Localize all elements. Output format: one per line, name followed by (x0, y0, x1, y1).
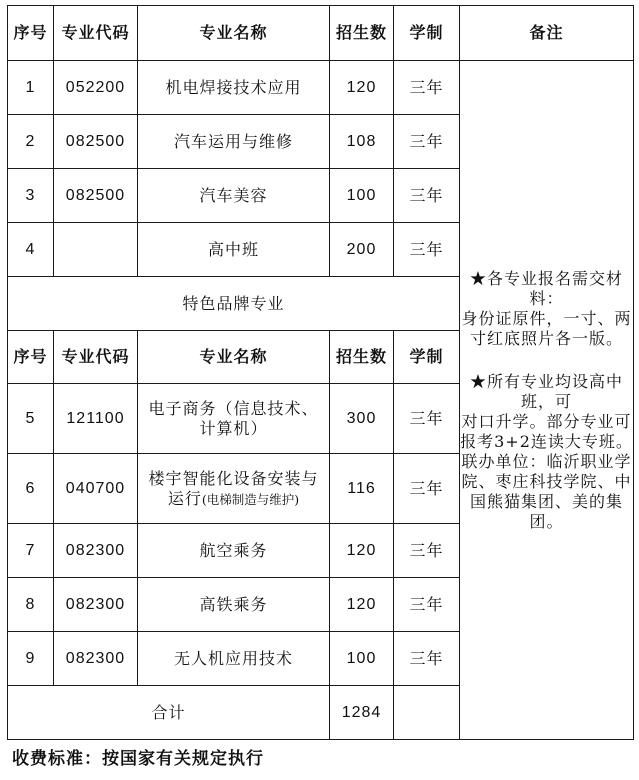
row-name: 汽车运用与维修 (138, 115, 330, 169)
header-years: 学制 (394, 331, 460, 384)
row-count: 120 (330, 578, 394, 632)
header-no: 序号 (8, 331, 54, 384)
header-code: 专业代码 (54, 6, 138, 61)
remark-advance-line2: 对口升学。部分专业可报考3+2连读大专班。联办单位：临沂职业学院、枣庄科技学院、中国熊猫集团、美的集团。 (460, 411, 633, 531)
header-name: 专业名称 (138, 331, 330, 384)
row-count: 108 (330, 115, 394, 169)
row-name-sub: (电梯制造与维护) (201, 491, 300, 507)
row-code: 040700 (54, 454, 138, 524)
row-name: 汽车美容 (138, 169, 330, 223)
row-code: 121100 (54, 384, 138, 454)
row-name: 高中班 (138, 223, 330, 277)
row-code (54, 223, 138, 277)
row-name: 航空乘务 (138, 524, 330, 578)
row-code: 082500 (54, 169, 138, 223)
row-years: 三年 (394, 169, 460, 223)
row-count: 100 (330, 632, 394, 686)
header-count: 招生数 (330, 6, 394, 61)
header-no: 序号 (8, 6, 54, 61)
row-years: 三年 (394, 223, 460, 277)
row-count: 200 (330, 223, 394, 277)
total-label: 合计 (8, 686, 330, 740)
row-code: 082300 (54, 578, 138, 632)
row-no: 3 (8, 169, 54, 223)
row-name: 机电焊接技术应用 (138, 61, 330, 115)
fee-standard-note: 收费标准：按国家有关规定执行 (12, 749, 264, 769)
row-name: 高铁乘务 (138, 578, 330, 632)
row-count: 100 (330, 169, 394, 223)
header-remark: 备注 (460, 6, 634, 61)
total-empty (394, 686, 460, 740)
row-count: 120 (330, 61, 394, 115)
row-name (138, 454, 330, 524)
row-name-main: 楼宇智能化设备安装与运行 (148, 468, 319, 508)
row-no: 8 (8, 578, 54, 632)
remark-materials-title: ★各专业报名需交材料： (469, 268, 623, 308)
row-no: 6 (8, 454, 54, 524)
total-value: 1284 (330, 686, 394, 740)
row-code: 082500 (54, 115, 138, 169)
remark-advance-line1: ★所有专业均设高中班，可 (469, 371, 623, 411)
table-row (8, 61, 634, 115)
row-years: 三年 (394, 384, 460, 454)
row-years: 三年 (394, 524, 460, 578)
remarks-cell (460, 61, 634, 740)
enrollment-table (7, 5, 634, 740)
header-name: 专业名称 (138, 6, 330, 61)
row-code: 082300 (54, 524, 138, 578)
row-count: 300 (330, 384, 394, 454)
remark-materials-body: 身份证原件，一寸、两寸红底照片各一版。 (461, 308, 632, 348)
row-count: 120 (330, 524, 394, 578)
row-no: 5 (8, 384, 54, 454)
header-row (8, 6, 634, 61)
row-code: 082300 (54, 632, 138, 686)
row-no: 1 (8, 61, 54, 115)
row-no: 4 (8, 223, 54, 277)
row-years: 三年 (394, 61, 460, 115)
section-title: 特色品牌专业 (8, 277, 460, 331)
row-name: 电子商务（信息技术、计算机） (138, 384, 330, 454)
header-count: 招生数 (330, 331, 394, 384)
row-years: 三年 (394, 632, 460, 686)
row-no: 9 (8, 632, 54, 686)
row-name: 无人机应用技术 (138, 632, 330, 686)
header-code: 专业代码 (54, 331, 138, 384)
row-count: 116 (330, 454, 394, 524)
row-no: 2 (8, 115, 54, 169)
row-years: 三年 (394, 578, 460, 632)
row-years: 三年 (394, 115, 460, 169)
row-years: 三年 (394, 454, 460, 524)
row-no: 7 (8, 524, 54, 578)
header-years: 学制 (394, 6, 460, 61)
row-code: 052200 (54, 61, 138, 115)
